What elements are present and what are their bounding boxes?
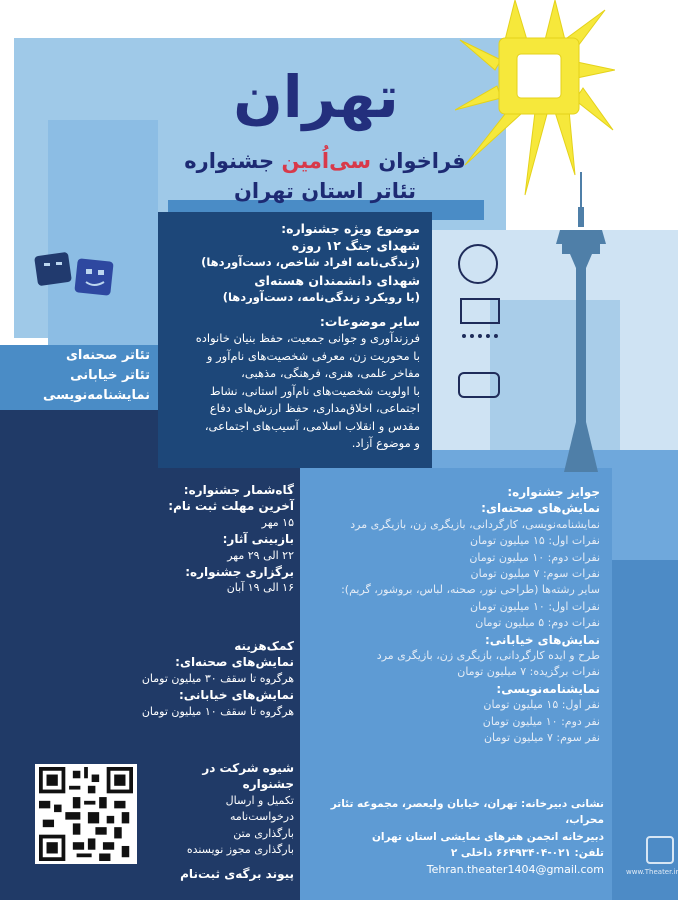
other-topics-heading: سایر موضوعات: xyxy=(319,314,420,329)
award-line: سایر رشته‌ها (طراحی نور، صحنه، لباس، بروشور، گریم): xyxy=(341,583,600,597)
ministry-emblem-icon xyxy=(458,244,498,284)
calendar-line: ۱۶ الی ۱۹ آبان xyxy=(226,581,294,595)
award-line: نمایش‌های خیابانی: xyxy=(484,632,600,647)
other-topics-line: فرزندآوری و جوانی جمعیت، حفظ بنیان خانواده xyxy=(195,331,420,345)
support-line: هرگروه تا سقف ۱۰ میلیون تومان xyxy=(141,704,294,718)
special-topic-note: (با رویکرد زندگی‌نامه، دست‌آوردها) xyxy=(222,289,420,304)
registration-link[interactable]: پیوند برگه‌ی ثبت‌نام xyxy=(180,867,294,882)
theater-logo-icon xyxy=(646,836,674,864)
support-line: هرگروه تا سقف ۳۰ میلیون تومان xyxy=(141,671,294,685)
award-line: نفرات دوم: ۵ میلیون تومان xyxy=(475,616,600,630)
title-call: فراخوان xyxy=(378,149,466,173)
awards-section xyxy=(310,484,600,747)
participation-heading: شیوه شرکت در جشنواره xyxy=(202,761,294,792)
calendar-heading: گاه‌شمار جشنواره: xyxy=(183,483,294,497)
participation-step: تکمیل و ارسال xyxy=(225,793,294,807)
contact-section xyxy=(304,796,604,878)
special-topic-heading: موضوع ویژه جشنواره: xyxy=(281,221,420,236)
other-topics-line: و موضوع آزاد. xyxy=(351,436,420,450)
festival-calendar xyxy=(160,482,294,597)
watermark: www.Theater.ir xyxy=(626,868,678,876)
support-section xyxy=(110,638,294,720)
other-topics-line: مفاخر علمی، هنری، فرهنگی، مذهبی، xyxy=(241,366,420,380)
awards-heading: جوایز جشنواره: xyxy=(507,485,600,499)
other-topics-line: با محوریت زن، معرفی شخصیت‌های نام‌آور و xyxy=(206,348,420,363)
calendar-line: ۲۲ الی ۲۹ مهر xyxy=(227,548,294,562)
award-line: نفرات برگزیده: ۷ میلیون تومان xyxy=(457,665,600,679)
award-line: نفرات اول: ۱۵ میلیون تومان xyxy=(470,534,600,548)
award-line: نفرات سوم: ۷ میلیون تومان xyxy=(470,567,600,581)
contact-office: دبیرخانه انجمن هنرهای نمایشی استان تهران xyxy=(371,830,604,843)
contact-phone: تلفن: ۰۲۱-۶۶۴۹۳۴۰۴ داخلی ۲ xyxy=(450,847,604,860)
award-line: نفر اول: ۱۵ میلیون تومان xyxy=(483,698,600,712)
contact-email[interactable]: Tehran.theater1404@gmail.com xyxy=(426,862,604,876)
calendar-line: ۱۵ مهر xyxy=(261,515,294,529)
sponsor-logo-icon xyxy=(458,372,500,398)
special-topic-title: شهدای دانشمندان هسته‌ای xyxy=(254,272,420,288)
theater-masks-icon xyxy=(34,248,118,300)
award-line: نمایشنامه‌نویسی، کارگردانی، بازیگری زن، بازیگری مرد xyxy=(350,517,600,531)
support-line: نمایش‌های خیابانی: xyxy=(178,688,294,703)
award-line: نفر سوم: ۷ میلیون تومان xyxy=(483,731,600,745)
participation-step: درخواست‌نامه xyxy=(230,810,294,824)
registration-qr-code[interactable] xyxy=(35,764,137,864)
festival-categories xyxy=(30,346,150,406)
award-line: طرح و ایده کارگردانی، بازیگری زن، بازیگری مرد xyxy=(376,649,600,663)
calendar-line: بازبینی آثار: xyxy=(222,532,294,547)
category-item: تئاتر صحنه‌ای xyxy=(65,348,150,363)
other-topics-line: اجتماعی، اخلاق‌مداری، حفظ ارزش‌های دفاع xyxy=(209,401,420,415)
award-line: نفر دوم: ۱۰ میلیون تومان xyxy=(482,714,600,728)
category-item: نمایشنامه‌نویسی xyxy=(42,388,150,403)
category-item: تئاتر خیابانی xyxy=(70,368,150,383)
festival-logo: تهران xyxy=(233,63,399,131)
title-festival: جشنواره xyxy=(184,149,275,173)
participation-step: بارگذاری مجوز نویسنده xyxy=(186,843,294,857)
festival-title-line2: تئاتر استان تهران xyxy=(233,179,417,203)
other-topics-line: مقدس و انقلاب اسلامی، آسیب‌های اجتماعی، xyxy=(204,418,420,433)
participation-step: بارگذاری متن xyxy=(233,826,294,840)
topics-panel xyxy=(158,212,432,468)
special-topic-note: (زندگی‌نامه افراد شاخص، دست‌آوردها) xyxy=(201,255,420,269)
sponsor-logo-icon xyxy=(460,298,500,324)
support-line: نمایش‌های صحنه‌ای: xyxy=(175,655,294,670)
award-line: نفرات دوم: ۱۰ میلیون تومان xyxy=(469,550,600,564)
contact-address: نشانی دبیرخانه: تهران، خیابان ولیعصر، مجموعه تئاتر محراب، xyxy=(330,798,604,827)
other-topics-line: با اولویت شخصیت‌های نام‌آور استانی، نشاط xyxy=(209,383,420,398)
calendar-line: آخرین مهلت ثبت نام: xyxy=(168,499,294,514)
title-edition: سی‌اُمین xyxy=(281,149,372,173)
association-logo-icon xyxy=(462,334,498,356)
support-heading: کمک‌هزینه xyxy=(234,639,294,653)
participation-section xyxy=(150,760,294,883)
calendar-line: برگزاری جشنواره: xyxy=(185,565,294,580)
special-topic-title: شهدای جنگ ۱۲ روزه xyxy=(291,238,420,253)
award-line: نفرات اول: ۱۰ میلیون تومان xyxy=(470,599,600,613)
award-line: نمایشنامه‌نویسی: xyxy=(496,681,600,696)
festival-title-line1 xyxy=(170,146,480,176)
award-line: نمایش‌های صحنه‌ای: xyxy=(481,501,600,516)
tower-icon xyxy=(548,172,614,472)
